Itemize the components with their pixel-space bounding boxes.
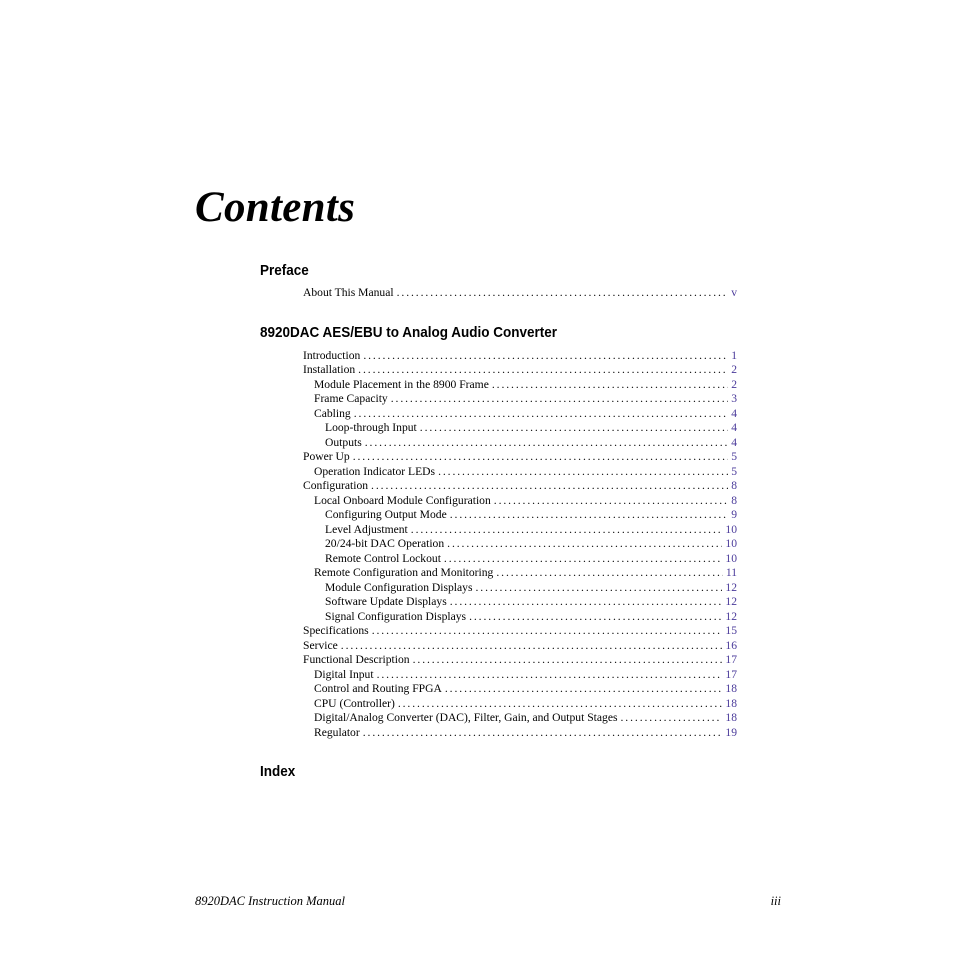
toc-entry-title: Configuring Output Mode [325,508,447,521]
toc-page-link[interactable]: 10 [725,522,737,536]
toc-entry-title: Remote Control Lockout [325,551,441,565]
toc-dot-leader [372,624,723,639]
toc-page-link[interactable]: 4 [731,406,737,420]
toc-entry[interactable] [303,610,737,625]
toc-entry-title: Power Up [303,450,350,463]
toc-entry[interactable] [303,711,737,726]
toc-page-link[interactable]: 2 [731,377,737,391]
toc-dot-leader [371,479,728,494]
toc-page-link[interactable]: 16 [725,638,737,652]
toc-entry-title: Software Update Displays [325,595,447,608]
toc-page-link[interactable]: 12 [725,580,737,594]
section-heading-preface[interactable]: Preface [260,262,309,279]
toc-dot-leader [621,711,723,726]
toc-dot-leader [377,668,723,683]
toc-entry-title: Control and Routing FPGA [314,682,442,695]
toc-dot-leader [398,697,723,712]
toc-entry-title: Local Onboard Module Configuration [314,493,491,507]
toc-page-link[interactable]: 12 [725,609,737,623]
toc-entry[interactable] [303,639,737,654]
toc-dot-leader [476,581,723,596]
toc-page-link[interactable]: 4 [731,435,737,449]
toc-dot-leader [365,436,728,451]
toc-page-link[interactable]: 5 [731,450,737,463]
toc-dot-leader [447,537,722,552]
toc-entry[interactable] [303,465,737,480]
toc-entry[interactable] [303,537,737,552]
toc-entry[interactable] [303,421,737,436]
toc-entry-title: CPU (Controller) [314,696,395,710]
toc-entry[interactable] [303,407,737,422]
toc-dot-leader [492,378,728,393]
toc-entry-title: Outputs [325,435,362,449]
toc-page-link[interactable]: 8 [731,493,737,507]
toc-page-link[interactable]: 17 [725,667,737,681]
toc-dot-leader [363,349,728,364]
toc-dot-leader [411,523,723,538]
toc-dot-leader [450,595,723,610]
toc-entry-title: Functional Description [303,653,410,666]
toc-entry[interactable] [303,479,737,494]
toc-entry-title: Remote Configuration and Monitoring [314,566,494,579]
toc-entry-title: 20/24-bit DAC Operation [325,537,445,550]
toc-dot-leader [397,286,729,301]
toc-list-preface [303,286,737,301]
toc-entry[interactable] [303,494,737,509]
toc-entry-title: Level Adjustment [325,522,408,536]
toc-page-link[interactable]: 3 [731,392,737,405]
toc-page-link[interactable]: 1 [731,348,737,362]
toc-dot-leader [391,392,728,407]
toc-entry[interactable] [303,523,737,538]
toc-entry[interactable] [303,668,737,683]
toc-entry[interactable] [303,363,737,378]
toc-entry-title: About This Manual [303,286,394,299]
toc-entry-title: Signal Configuration Displays [325,609,467,623]
toc-dot-leader [358,363,728,378]
toc-page-link[interactable]: 2 [731,363,737,376]
toc-entry[interactable] [303,653,737,668]
toc-dot-leader [413,653,723,668]
toc-dot-leader [354,407,728,422]
toc-dot-leader [445,682,723,697]
toc-entry-title: Installation [303,363,356,376]
toc-entry-title: Module Placement in the 8900 Frame [314,377,489,391]
footer-page-number: iii [770,894,781,908]
toc-page-link[interactable]: 19 [725,725,737,739]
toc-page-link[interactable]: 4 [731,421,737,434]
toc-page-link[interactable]: 5 [731,464,737,478]
toc-page-link[interactable]: 18 [725,711,737,724]
toc-entry[interactable] [303,624,737,639]
toc-entry-title: Regulator [314,725,360,739]
toc-dot-leader [438,465,728,480]
toc-entry[interactable] [303,697,737,712]
toc-dot-leader [494,494,728,509]
toc-entry[interactable] [303,682,737,697]
toc-entry[interactable] [303,450,737,465]
toc-dot-leader [496,566,722,581]
toc-dot-leader [469,610,722,625]
toc-page-link[interactable]: 8 [731,479,737,492]
toc-page-link[interactable]: 10 [725,537,737,550]
toc-entry-title: Cabling [314,406,351,420]
toc-entry[interactable] [303,552,737,567]
toc-entry-title: Loop-through Input [325,421,417,434]
footer-manual-title: 8920DAC Instruction Manual [195,894,345,908]
toc-page-link[interactable]: 11 [725,566,737,579]
toc-entry-title: Operation Indicator LEDs [314,464,436,478]
toc-entry-title: Digital Input [314,667,374,681]
toc-entry-title: Configuration [303,479,369,492]
toc-entry[interactable] [303,566,737,581]
toc-entry[interactable] [303,349,737,364]
toc-entry[interactable] [303,726,737,741]
toc-page-link[interactable]: 9 [731,508,737,521]
toc-entry[interactable] [303,508,737,523]
toc-entry[interactable] [303,581,737,596]
toc-page-link[interactable]: 17 [725,653,737,666]
toc-entry[interactable] [303,595,737,610]
toc-dot-leader [444,552,722,567]
toc-entry[interactable] [303,378,737,393]
section-heading-index[interactable]: Index [260,763,296,780]
toc-dot-leader [341,639,723,654]
section-heading-converter[interactable]: 8920DAC AES/EBU to Analog Audio Converter [260,324,558,341]
toc-dot-leader [450,508,728,523]
toc-entry-title: Frame Capacity [314,392,388,405]
toc-entry-title: Introduction [303,348,361,362]
toc-dot-leader [353,450,729,465]
toc-page-link[interactable]: 18 [725,696,737,710]
toc-entry[interactable] [303,436,737,451]
toc-entry-title: Specifications [303,624,369,637]
toc-page-link[interactable]: 12 [725,595,737,608]
page-title: Contents [195,184,356,231]
toc-entry-title: Digital/Analog Converter (DAC), Filter, Gain, and Output Stages [314,711,618,724]
toc-page-link[interactable]: v [731,286,737,299]
toc-dot-leader [420,421,728,436]
toc-page-link[interactable]: 18 [725,682,737,695]
toc-entry-title: Module Configuration Displays [325,580,473,594]
toc-entry-title: Service [303,638,338,652]
toc-page-link[interactable]: 15 [725,624,737,637]
toc-page-link[interactable]: 10 [725,551,737,565]
toc-entry[interactable] [303,286,737,301]
toc-entry[interactable] [303,392,737,407]
toc-dot-leader [363,726,723,741]
toc-list-converter [303,349,737,741]
